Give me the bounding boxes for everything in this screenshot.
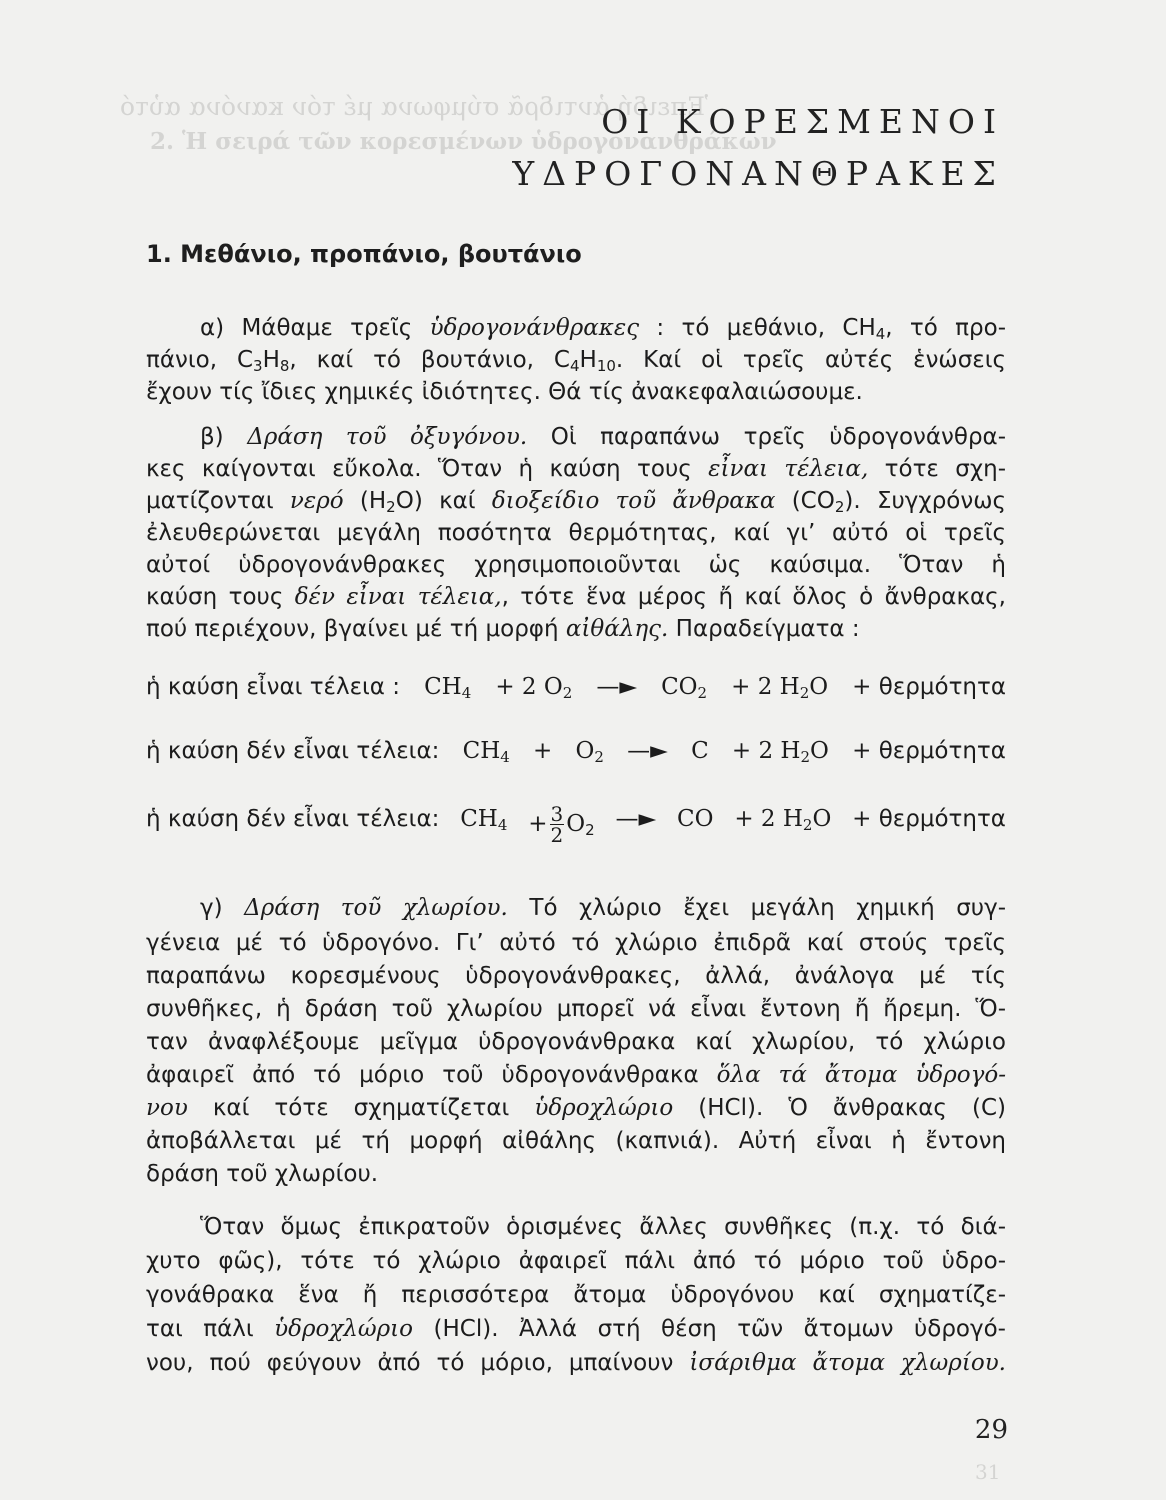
show-through-page-number: 31 <box>975 1460 1001 1484</box>
reaction-arrow: —► <box>615 806 657 832</box>
equation-complete-combustion: ἡ καύση εἶναι τέλεια : $CH_4$ + 2 $O_2$ —► $CO_2$ + 2 $H_2O$ + θερμότητα <box>146 674 1006 702</box>
paragraph-d-line: ται πάλι ὑδροχλώριο (HCl). Ἀλλά στή θέση τῶν ἄτομων ὑδρογό- <box>146 1316 1006 1342</box>
paragraph-c-line: γ) Δράση τοῦ χλωρίου. Τό χλώριο ἔχει μεγάλη χημική συγ- <box>200 895 1006 921</box>
equation-label: ἡ καύση δέν εἶναι τέλεια: <box>146 806 440 832</box>
equation-incomplete-combustion-carbon: ἡ καύση δέν εἶναι τέλεια: $CH_4$ + $O_2$ —► C + 2 $H_2O$ + θερμότητα <box>146 738 1006 766</box>
paragraph-d-line: Ὅταν ὅμως ἐπικρατοῦν ὁρισμένες ἄλλες συνθῆκες (π.χ. τό διά- <box>200 1214 1006 1240</box>
paragraph-c-line: δράση τοῦ χλωρίου. <box>146 1161 379 1187</box>
paragraph-d-line: χυτο φῶς), τότε τό χλώριο ἀφαιρεῖ πάλι ἀπό τό μόριο τοῦ ὑδρο- <box>146 1248 1006 1274</box>
paragraph-a-line: ἔχουν τίς ἴδιες χημικές ἰδιότητες. Θά τίς ἀνακεφαλαιώσουμε. <box>146 379 863 405</box>
fraction-three-halves: $\frac{3}{2}$ <box>550 802 564 847</box>
paragraph-d-line: νου, πού φεύγουν ἀπό τό μόριο, μπαίνουν ἰσάριθμα ἄτομα χλωρίου. <box>146 1350 1006 1376</box>
paragraph-b-line: κες καίγονται εὔκολα. Ὅταν ἡ καύση τους εἶναι τέλεια, τότε σχη- <box>146 456 1006 482</box>
reaction-arrow: —► <box>596 674 638 700</box>
page-number: 29 <box>974 1415 1008 1445</box>
paragraph-c-line: νου καί τότε σχηματίζεται ὑδροχλώριο (HCl). Ὁ ἄνθρακας (C) <box>146 1095 1006 1121</box>
paragraph-c-line: παραπάνω κορεσμένους ὑδρογονάνθρακες, ἀλλά, ἀνάλογα μέ τίς <box>146 963 1006 989</box>
equation-label: ἡ καύση δέν εἶναι τέλεια: <box>146 738 440 764</box>
paragraph-c-line: γένεια μέ τό ὑδρογόνο. Γι’ αὐτό τό χλώριο ἐπιδρᾶ καί στούς τρεῖς <box>146 930 1006 956</box>
paragraph-c-line: ἀφαιρεῖ ἀπό τό μόριο τοῦ ὑδρογονάνθρακα ὅλα τά ἄτομα ὑδρογό- <box>146 1062 1007 1088</box>
equation-label: ἡ καύση εἶναι τέλεια : <box>146 674 401 700</box>
show-through-text: 2. Ἡ σειρά τῶν κορεσμένων ὑδρογονανθράκων <box>150 128 777 155</box>
paragraph-b-line: καύση τους δέν εἶναι τέλεια,, τότε ἕνα μέρος ἤ καί ὅλος ὁ ἄνθρακας, <box>146 584 1006 610</box>
paragraph-c-line: συνθῆκες, ἡ δράση τοῦ χλωρίου μπορεῖ νά εἶναι ἔντονη ἤ ἤρεμη. Ὅ- <box>146 996 1006 1022</box>
paragraph-b-line: ἐλευθερώνεται μεγάλη ποσότητα θερμότητας, καί γι’ αὐτό οἱ τρεῖς <box>146 520 1006 546</box>
reaction-arrow: —► <box>627 738 668 764</box>
paragraph-b-line: πού περιέχουν, βγαίνει μέ τή μορφή αἰθάλης. Παραδείγματα : <box>146 616 860 642</box>
paragraph-b-line: ματίζονται νερό $(H_2O)$ καί διοξείδιο τοῦ ἄνθρακα $(CO_2)$. Συγχρόνως <box>146 488 1006 516</box>
paragraph-b-line: αὐτοί ὑδρογονάνθρακες χρησιμοποιοῦνται ὡς καύσιμα. Ὅταν ἡ <box>146 552 1006 578</box>
paragraph-d-line: γονάθρακα ἕνα ἤ περισσότερα ἄτομα ὑδρογόνου καί σχηματίζε- <box>146 1282 1006 1308</box>
chapter-title-line-2: ΥΔΡΟΓΟΝΑΝΘΡΑΚΕΣ <box>512 154 1004 193</box>
equation-incomplete-combustion-co: ἡ καύση δέν εἶναι τέλεια: $CH_4$ + $\frac{3}{2}$ $O_2$ —► CO + 2 $H_2O$ + θερμότητα <box>146 802 1006 847</box>
paragraph-c-line: ταν ἀναφλέξουμε μεῖγμα ὑδρογονάνθρακα καί χλωρίου, τό χλώριο <box>146 1029 1006 1055</box>
chapter-title-line-1: ΟΙ ΚΟΡΕΣΜΕΝΟΙ <box>601 102 1004 141</box>
show-through-text: Ἐπειδή ἀντιδρᾶ σύμφωνα μέ τόν κανόνα αὐτό <box>120 92 709 121</box>
paragraph-b-line: β) Δράση τοῦ ὀξυγόνου. Οἱ παραπάνω τρεῖς ὑδρογονάνθρα- <box>200 424 1007 450</box>
paragraph-c-line: ἀποβάλλεται μέ τή μορφή αἰθάλης (καπνιά). Αὐτή εἶναι ἡ ἔντονη <box>146 1128 1006 1154</box>
section-heading: 1. Μεθάνιο, προπάνιο, βουτάνιο <box>146 240 582 268</box>
paragraph-a-line: α) Μάθαμε τρεῖς ὑδρογονάνθρακες : τό μεθάνιο, $CH_4$, τό προ- <box>200 315 1007 343</box>
paragraph-a-line: πάνιο, $C_3H_8$, καί τό βουτάνιο, $C_4H_{10}$. Καί οἱ τρεῖς αὐτές ἑνώσεις <box>146 347 1006 375</box>
